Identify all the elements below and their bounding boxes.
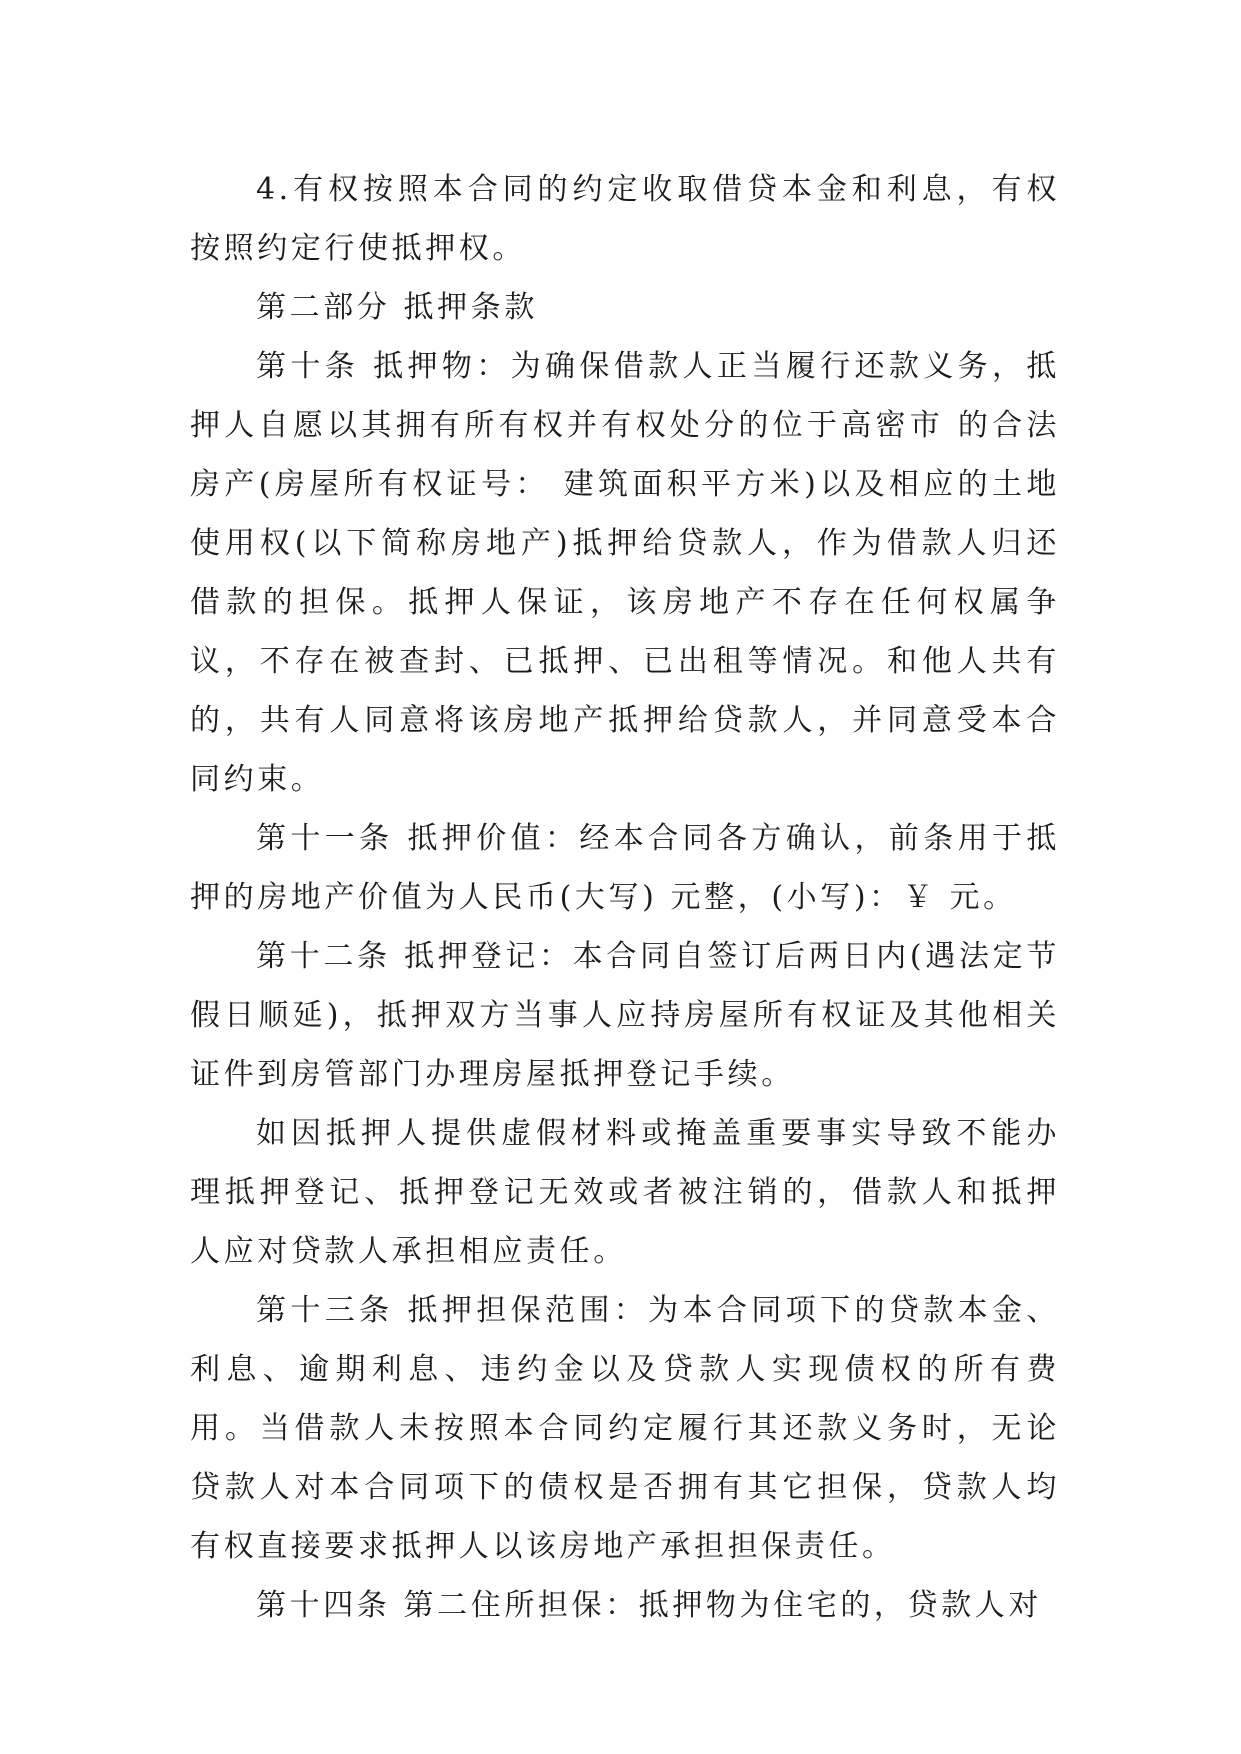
paragraph-clause-4: 4.有权按照本合同的约定收取借贷本金和利息，有权按照约定行使抵押权。 [190, 172, 1060, 266]
paragraph-article-13: 第十三条 抵押担保范围：为本合同项下的贷款本金、利息、逾期利息、违约金以及贷款人实现债权的所有费用。当借款人未按照本合同约定履行其还款义务时，无论贷款人对本合同项下的债权是否拥有其它担保，贷款人均有权直接要求抵押人以该房地产承担担保责任。 [190, 1293, 1060, 1564]
paragraph-article-11: 第十一条 抵押价值：经本合同各方确认，前条用于抵押的房地产价值为人民币(大写) 元整，(小写)：￥ 元。 [190, 821, 1060, 915]
paragraph-article-10: 第十条 抵押物：为确保借款人正当履行还款义务，抵押人自愿以其拥有所有权并有权处分的位于高密市 的合法房产(房屋所有权证号： 建筑面积平方米)以及相应的土地使用权(以下简称房地产)抵押给贷款人，作为借款人归还借款的担保。抵押人保证，该房地产不存在任何权属争议，不存在被查封、已抵押、已出租等情况。和他人共有的，共有人同意将该房地产抵押给贷款人，并同意受本合同约束。 [190, 349, 1060, 797]
document-body [190, 160, 1060, 1635]
paragraph-article-14: 第十四条 第二住所担保：抵押物为住宅的，贷款人对 [256, 1588, 1042, 1623]
paragraph-article-12: 第十二条 抵押登记：本合同自签订后两日内(遇法定节假日顺延)，抵押双方当事人应持房屋所有权证及其他相关证件到房管部门办理房屋抵押登记手续。 [190, 939, 1060, 1092]
paragraph-article-12-liability: 如因抵押人提供虚假材料或掩盖重要事实导致不能办理抵押登记、抵押登记无效或者被注销的，借款人和抵押人应对贷款人承担相应责任。 [190, 1116, 1060, 1269]
section-heading-mortgage-terms: 第二部分 抵押条款 [256, 290, 538, 325]
